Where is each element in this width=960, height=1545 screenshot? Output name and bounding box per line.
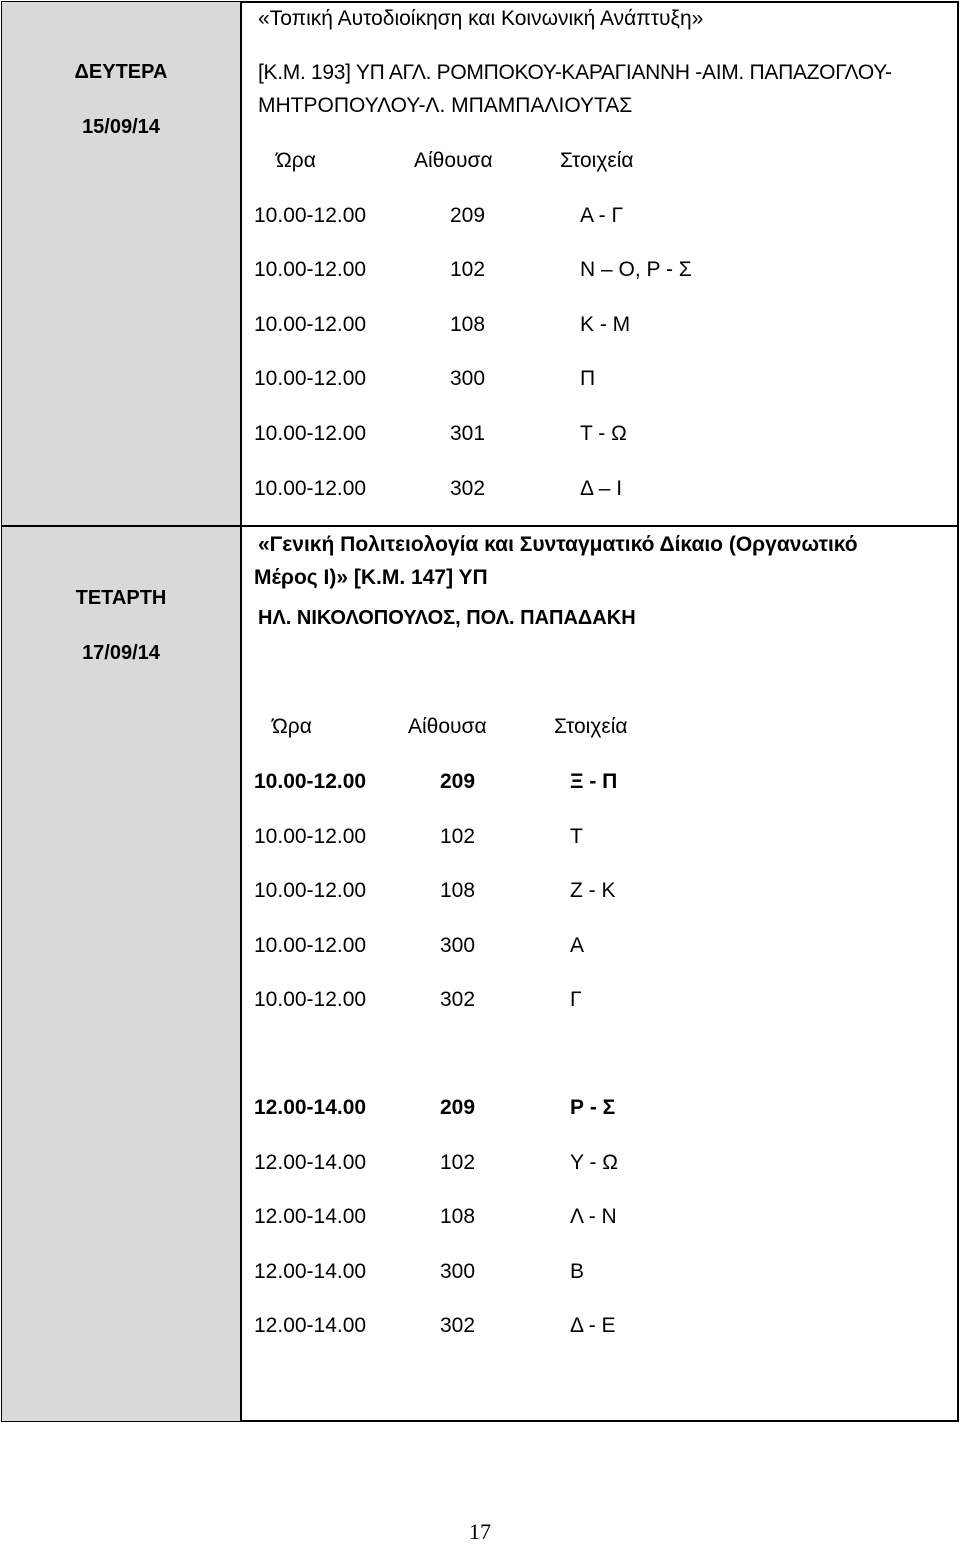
course-title: «Γενική Πολιτειολογία και Συνταγματικό Δίκαιο (Οργανωτικό (258, 533, 858, 556)
cell-details: Λ - Ν (570, 1205, 617, 1228)
day-column (2, 2, 242, 1421)
cell-details: Δ - Ε (570, 1314, 616, 1337)
cell-room: 300 (450, 367, 486, 390)
cell-details: Α - Γ (580, 204, 624, 227)
cell-room: 102 (450, 258, 486, 281)
cell-room: 209 (450, 204, 486, 227)
cell-time: 10.00-12.00 (254, 258, 367, 281)
cell-time: 10.00-12.00 (254, 422, 367, 445)
course-title: «Τοπική Αυτοδιοίκηση και Κοινωνική Ανάπτυξη» (258, 7, 704, 30)
cell-time: 12.00-14.00 (254, 1151, 367, 1174)
cell-details: Ζ - Κ (570, 879, 616, 902)
cell-details: Τ - Ω (580, 422, 627, 445)
cell-details: Τ (570, 825, 583, 848)
cell-details: Γ (570, 988, 582, 1011)
cell-details: Ξ - Π (570, 770, 618, 793)
cell-time: 10.00-12.00 (254, 825, 367, 848)
cell-time: 10.00-12.00 (254, 367, 367, 390)
cell-time: 12.00-14.00 (254, 1096, 367, 1119)
course-instructors: ΗΛ. ΝΙΚΟΛΟΠΟΥΛΟΣ, ΠΟΛ. ΠΑΠΑΔΑΚΗ (258, 607, 636, 629)
page-number: 17 (469, 1519, 491, 1544)
header-time: Ώρα (276, 149, 316, 172)
cell-room: 302 (440, 988, 476, 1011)
cell-details: Α (570, 934, 585, 957)
cell-time: 10.00-12.00 (254, 477, 367, 500)
day-label: ΤΕΤΑΡΤΗ (75, 587, 167, 609)
cell-time: 12.00-14.00 (254, 1260, 367, 1283)
date-label: 17/09/14 (82, 642, 160, 664)
header-details: Στοιχεία (560, 149, 634, 172)
cell-time: 12.00-14.00 (254, 1314, 367, 1337)
course-info: [Κ.Μ. 193] ΥΠ ΑΓΛ. ΡΟΜΠΟΚΟΥ-ΚΑΡΑΓΙΑΝΝΗ -ΑΙΜ. ΠΑΠΑΖΟΓΛΟΥ- (258, 61, 892, 84)
cell-details: Κ - Μ (580, 313, 631, 336)
cell-room: 102 (440, 1151, 476, 1174)
cell-room: 102 (440, 825, 476, 848)
header-room: Αίθουσα (408, 715, 487, 738)
cell-time: 10.00-12.00 (254, 879, 367, 902)
cell-room: 300 (440, 934, 476, 957)
cell-room: 301 (450, 422, 486, 445)
cell-room: 302 (450, 477, 486, 500)
cell-room: 300 (440, 1260, 476, 1283)
cell-details: Ρ - Σ (570, 1096, 616, 1119)
cell-details: Β (570, 1260, 585, 1283)
cell-details: Ν – Ο, Ρ - Σ (580, 258, 692, 281)
course-instructors: ΜΗΤΡΟΠΟΥΛΟΥ-Λ. ΜΠΑΜΠΑΛΙΟΥΤΑΣ (258, 94, 633, 117)
header-details: Στοιχεία (554, 715, 628, 738)
cell-time: 12.00-14.00 (254, 1205, 367, 1228)
date-label: 15/09/14 (82, 116, 160, 138)
day-label: ΔΕΥΤΕΡΑ (74, 61, 168, 83)
header-room: Αίθουσα (414, 149, 493, 172)
course-info: Μέρος Ι)» [Κ.Μ. 147] ΥΠ (254, 566, 488, 589)
cell-room: 209 (440, 1096, 476, 1119)
header-time: Ώρα (272, 715, 312, 738)
cell-room: 108 (450, 313, 486, 336)
cell-time: 10.00-12.00 (254, 770, 367, 793)
cell-time: 10.00-12.00 (254, 934, 367, 957)
cell-time: 10.00-12.00 (254, 313, 367, 336)
cell-room: 108 (440, 1205, 476, 1228)
cell-details: Δ – Ι (580, 477, 623, 500)
row-divider (2, 525, 958, 527)
cell-time: 10.00-12.00 (254, 204, 367, 227)
cell-room: 108 (440, 879, 476, 902)
cell-time: 10.00-12.00 (254, 988, 367, 1011)
cell-details: Υ - Ω (570, 1151, 618, 1174)
cell-room: 302 (440, 1314, 476, 1337)
cell-room: 209 (440, 770, 476, 793)
cell-details: Π (580, 367, 596, 390)
